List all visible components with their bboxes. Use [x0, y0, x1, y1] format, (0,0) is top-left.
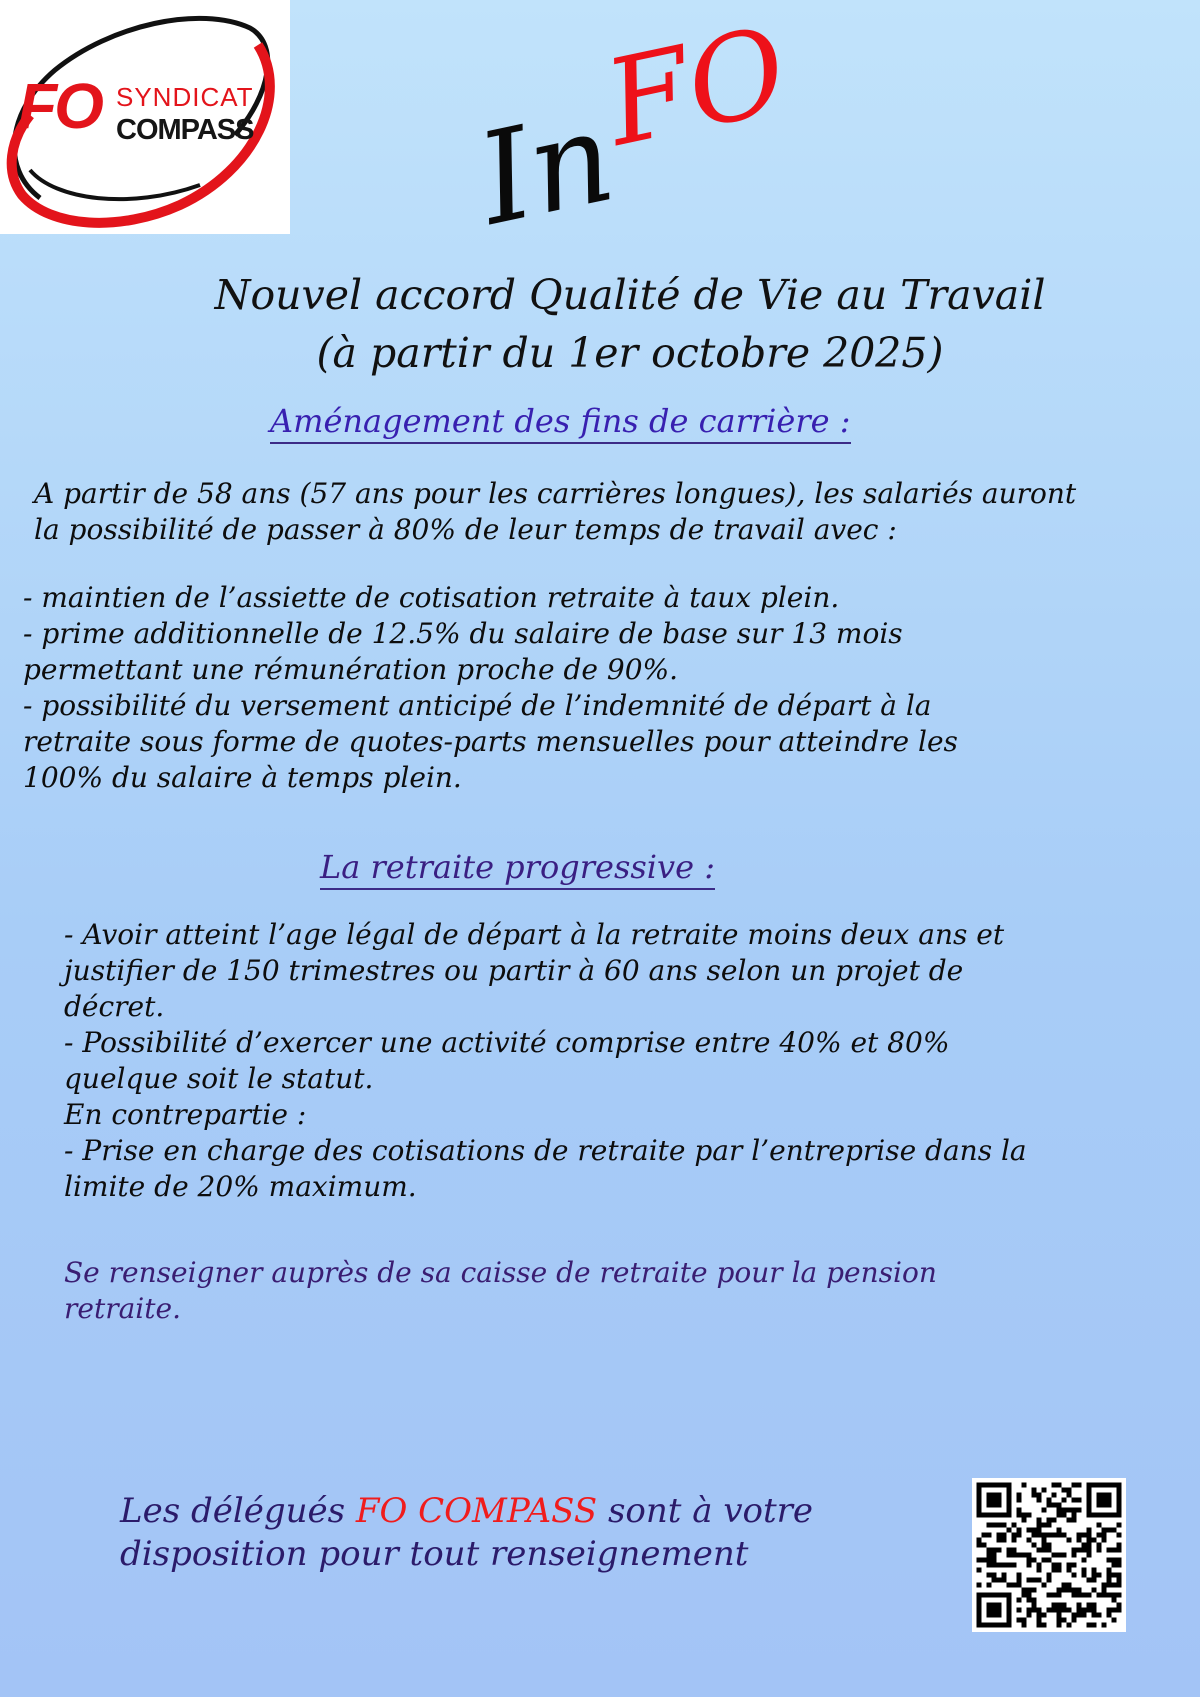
logo-compass-text: COMPASS [116, 114, 254, 146]
list-item: - prime additionnelle de 12.5% du salaire de base sur 13 mois [23, 617, 903, 650]
list-item: - Possibilité d’exercer une activité comprise entre 40% et 80% [64, 1026, 950, 1059]
section2-note [64, 1255, 1154, 1327]
footer-contact [120, 1490, 880, 1576]
footer-line-1 [120, 1490, 880, 1533]
list-item: justifier de 150 trimestres ou partir à 60 ans selon un projet de [64, 954, 964, 987]
section-heading-fins-de-carriere: Aménagement des fins de carrière : [270, 401, 851, 444]
footer-text-before: Les délégués [120, 1491, 356, 1531]
title-line-2: (à partir du 1er octobre 2025) [316, 329, 944, 377]
section1-list [23, 580, 1173, 796]
title-line-1: Nouvel accord Qualité de Vie au Travail [214, 271, 1046, 319]
list-item: 100% du salaire à temps plein. [23, 761, 462, 794]
section1-intro [34, 476, 1194, 548]
list-item: retraite sous forme de quotes-parts mensuelles pour atteindre les [23, 725, 958, 758]
section2-list [64, 917, 1184, 1205]
masthead-in: In [466, 82, 626, 254]
page-title [60, 266, 1200, 382]
note-line: Se renseigner auprès de sa caisse de retraite pour la pension [64, 1256, 937, 1289]
list-item: - possibilité du versement anticipé de l’indemnité de départ à la [23, 689, 932, 722]
list-item: décret. [64, 990, 165, 1023]
list-item: - Avoir atteint l’age légal de départ à la retraite moins deux ans et [64, 918, 1005, 951]
list-item: - Prise en charge des cotisations de retraite par l’entreprise dans la [64, 1134, 1027, 1167]
fo-syndicat-compass-logo [0, 0, 290, 234]
intro-line: la possibilité de passer à 80% de leur temps de travail avec : [34, 513, 897, 546]
footer-line-2: disposition pour tout renseignement [120, 1534, 749, 1574]
list-item: En contrepartie : [64, 1098, 307, 1131]
list-item: permettant une rémunération proche de 90%. [23, 653, 679, 686]
section-heading-retraite-progressive: La retraite progressive : [320, 847, 715, 890]
masthead-fo: FO [594, 0, 798, 173]
qr-code-icon[interactable] [972, 1478, 1126, 1632]
logo-fo-mark: FO [18, 70, 101, 142]
list-item: limite de 20% maximum. [64, 1170, 417, 1203]
logo-syndicat-text: SYNDICAT [116, 82, 254, 112]
footer-fo-compass: FO COMPASS [355, 1491, 598, 1531]
qr-code-graphic [972, 1478, 1126, 1632]
list-item: - maintien de l’assiette de cotisation retraite à taux plein. [23, 581, 840, 614]
masthead-info [444, 0, 896, 254]
intro-line: A partir de 58 ans (57 ans pour les carrières longues), les salariés auront [34, 477, 1077, 510]
list-item: quelque soit le statut. [64, 1062, 374, 1095]
footer-text-after: sont à votre [597, 1491, 814, 1531]
note-line: retraite. [64, 1292, 181, 1325]
